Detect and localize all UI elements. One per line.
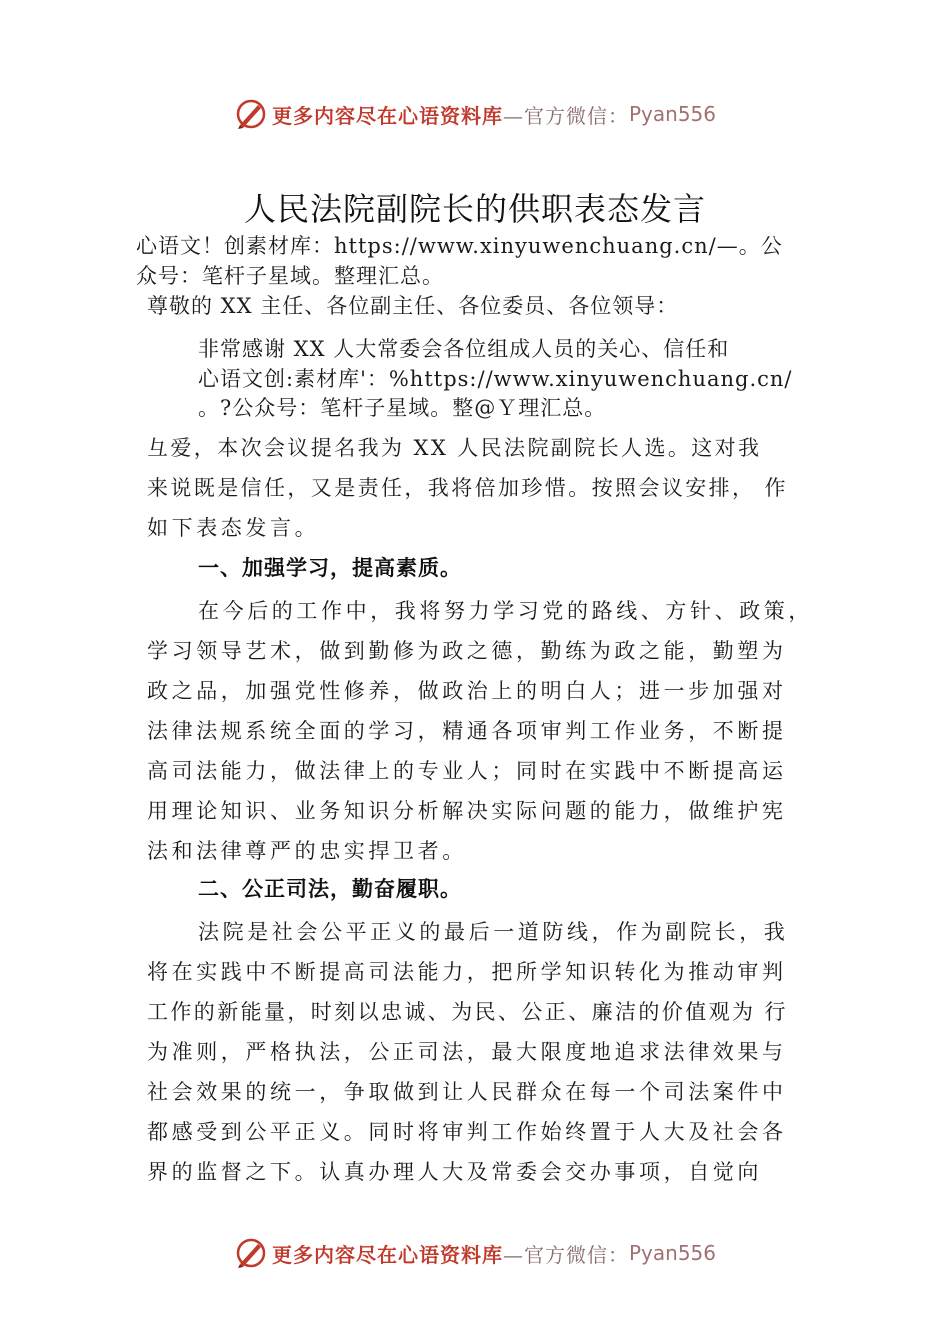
salutation: 尊敬的 XX 主任、各位副主任、各位委员、各位领导： <box>147 294 679 318</box>
header-banner <box>0 94 950 134</box>
banner-text-id: Pyan556 <box>628 1241 716 1265</box>
intro-line-2: 心语文创:素材库'：%https://www.xinyuwenchuang.cn/ <box>198 367 793 391</box>
section-1-line: 法和法律尊严的忠实捍卫者。 <box>147 839 467 863</box>
intro-line-6: 如下表态发言。 <box>147 516 320 540</box>
footer-banner <box>0 1233 950 1273</box>
source-notice-line-2: 众号：笔杆子星域。整理汇总。 <box>136 264 444 288</box>
banner-text-wechat: —官方微信： <box>502 103 629 128</box>
section-1-line: 高司法能力，做法律上的专业人；同时在实践中不断提高运 <box>147 759 787 783</box>
section-1-line: 用理论知识、业务知识分析解决实际问题的能力，做维护宪 <box>147 799 787 823</box>
section-2-line: 将在实践中不断提高司法能力，把所学知识转化为推动审判 <box>147 960 787 984</box>
section-2-line: 界的监督之下。认真办理人大及常委会交办事项，自觉向 <box>147 1160 762 1184</box>
section-1-heading: 一、加强学习，提高素质。 <box>198 556 462 580</box>
section-1-line: 法律法规系统全面的学习，精通各项审判工作业务，不断提 <box>147 719 787 743</box>
section-2-line: 为准则，严格执法，公正司法，最大限度地追求法律效果与 <box>147 1040 787 1064</box>
intro-line-4: ⺔爱，本次会议提名我为 XX 人民法院副院长人选。这对我 <box>147 436 762 460</box>
intro-line-3: 。?公众号：笔杆子星域。整@Ｙ理汇总。 <box>198 396 607 420</box>
pen-logo-icon <box>234 1236 268 1270</box>
section-2-heading: 二、公正司法，勤奋履职。 <box>198 877 462 901</box>
section-1-line: 政之品，加强党性修养，做政治上的明白人；进一步加强对 <box>147 679 787 703</box>
source-notice-line-1: 心语文！创素材库：https://www.xinyuwenchuang.cn/—。公 <box>136 234 783 258</box>
banner-text-main: 更多内容尽在心语资料库 <box>271 103 503 128</box>
banner-text-wechat: —官方微信： <box>502 1242 629 1267</box>
pen-logo-icon <box>234 97 268 131</box>
banner-text-id: Pyan556 <box>628 102 716 126</box>
section-2-line: 都感受到公平正义。同时将审判工作始终置于人大及社会各 <box>147 1120 787 1144</box>
section-2-line: 法院是社会公平正义的最后一道防线，作为副院长，我 <box>198 920 789 944</box>
document-title: 人民法院副院长的供职表态发言 <box>243 190 706 228</box>
section-2-line: 工作的新能量，时刻以忠诚、为民、公正、廉洁的价值观为 行 <box>147 1000 788 1024</box>
section-1-line: 在今后的工作中，我将努力学习党的路线、方针、政策， <box>198 599 813 623</box>
section-1-line: 学习领导艺术，做到勤修为政之德，勤练为政之能，勤塑为 <box>147 639 787 663</box>
intro-line-5: 来说既是信任，又是责任，我将倍加珍惜。按照会议安排， 作 <box>147 476 788 500</box>
intro-line-1: 非常感谢 XX 人大常委会各位组成人员的关心、信任和 <box>198 337 730 361</box>
banner-text-main: 更多内容尽在心语资料库 <box>271 1242 503 1267</box>
section-2-line: 社会效果的统一，争取做到让人民群众在每一个司法案件中 <box>147 1080 787 1104</box>
